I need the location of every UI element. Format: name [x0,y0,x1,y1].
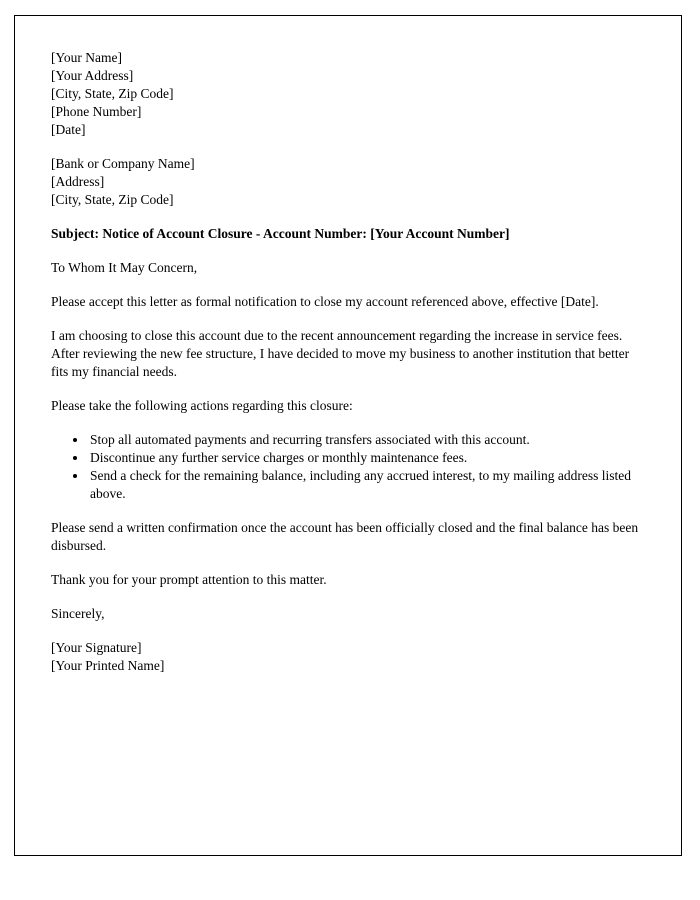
letter-date: [Date] [51,122,86,137]
signature-block [51,639,645,675]
paragraph-thanks: Thank you for your prompt attention to this matter. [51,572,327,587]
sender-address: [Your Address] [51,68,134,83]
paragraph-notification: Please accept this letter as formal notification to close my account referenced above, effective [Date]. [51,294,599,309]
sender-city-state-zip: [City, State, Zip Code] [51,86,174,101]
sender-phone: [Phone Number] [51,104,142,119]
action-item: • Send a check for the remaining balance, including any accrued interest, to my mailing address listed above. [88,467,645,503]
recipient-city-state-zip: [City, State, Zip Code] [51,192,174,207]
signoff: Sincerely, [51,606,105,621]
recipient-address: [Address] [51,174,105,189]
paragraph-reason: I am choosing to close this account due to the recent announcement regarding the increase in service fees. After reviewing the new fee structure, I have decided to move my business to another institution that better fits my financial needs. [51,328,630,379]
letter-page [14,15,682,856]
action-items-list [51,431,645,503]
recipient-company: [Bank or Company Name] [51,156,195,171]
sender-address-block [51,49,645,139]
subject-line: Subject: Notice of Account Closure - Account Number: [Your Account Number] [51,226,510,241]
letter-body [15,16,681,675]
action-item: • Stop all automated payments and recurring transfers associated with this account. [88,431,645,449]
action-item: • Discontinue any further service charges or monthly maintenance fees. [88,449,645,467]
salutation: To Whom It May Concern, [51,260,198,275]
sender-name: [Your Name] [51,50,122,65]
signature-placeholder: [Your Signature] [51,640,142,655]
paragraph-confirmation-request: Please send a written confirmation once the account has been officially closed and the final balance has been disbursed. [51,520,639,553]
paragraph-actions-intro: Please take the following actions regarding this closure: [51,398,353,413]
printed-name-placeholder: [Your Printed Name] [51,658,165,673]
recipient-address-block [51,155,645,209]
